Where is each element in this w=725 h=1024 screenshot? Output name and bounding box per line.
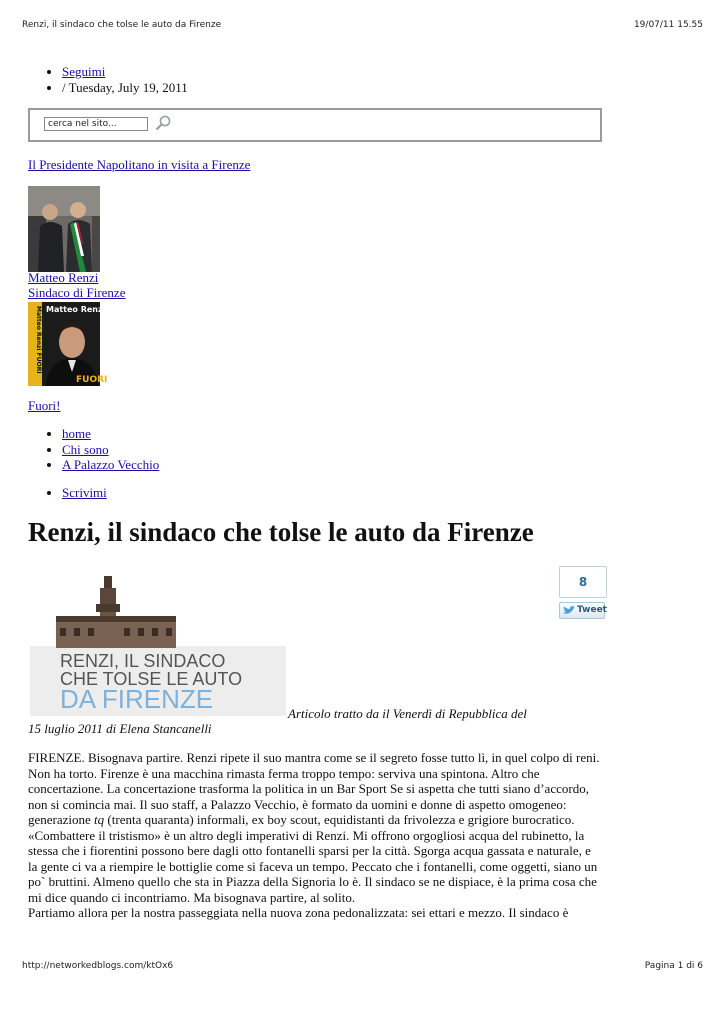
print-footer-page: Pagina 1 di 6 — [644, 961, 703, 971]
follow-link[interactable]: Seguimi — [62, 64, 106, 79]
nav-item-palazzo — [62, 457, 159, 473]
book-link[interactable]: Fuori! — [28, 398, 61, 413]
article-paragraph-1 — [28, 750, 602, 905]
banner-line-1: RENZI, IL SINDACO — [60, 651, 226, 671]
top-list-item-follow — [62, 64, 188, 80]
nav-link-scrivimi[interactable]: Scrivimi — [62, 485, 107, 500]
tweet-label: Tweet — [577, 605, 607, 615]
article-caption-part1: Articolo tratto da il Venerdì di Repubblica del — [288, 706, 527, 721]
article-banner-image — [30, 572, 286, 716]
nav-link-chi-sono[interactable]: Chi sono — [62, 441, 109, 457]
paragraph-1-text-a: FIRENZE. Bisognava partire. Renzi ripete il suo mantra come se il segreto fosse tutto lì, in quel colpo di reni. Non ha torto. Firenze è una macchina rimasta ferma troppo tempo: serviva una spintona. Altro che concertazione. La concertazione trasforma la politica in un Bar Sport Se si aspetta che tutti siano d’accordo, non si comincia mai. Il suo staff, a Palazzo Vecchio, è formato da uomini e donne di aspetto omogeneo: generazione — [28, 750, 600, 827]
president-visit-link[interactable]: Il Presidente Napolitano in visita a Firenze — [28, 157, 251, 172]
share-count-box[interactable] — [559, 566, 607, 598]
search-box — [28, 108, 602, 142]
top-list-item-date — [62, 80, 188, 96]
nav-link-palazzo-vecchio[interactable]: A Palazzo Vecchio — [62, 457, 160, 472]
article-title: Renzi, il sindaco che tolse le auto da Firenze — [28, 517, 534, 547]
contact-menu — [62, 485, 107, 501]
mayor-link-line1[interactable]: Matteo Renzi — [28, 270, 99, 285]
date-text: / Tuesday, July 19, 2011 — [62, 79, 188, 95]
twitter-bird-icon — [563, 606, 575, 621]
print-header — [22, 20, 703, 30]
book-cover-image[interactable] — [28, 302, 108, 386]
search-icon[interactable] — [154, 114, 172, 132]
nav-item-home — [62, 426, 159, 442]
print-footer — [22, 961, 703, 971]
article-caption-part2: 15 luglio 2011 di Elena Stancanelli — [28, 721, 212, 736]
tweet-button[interactable] — [559, 602, 605, 619]
mayor-link-line2[interactable]: Sindaco di Firenze — [28, 285, 126, 300]
napolitano-visit-photo[interactable] — [28, 186, 100, 272]
share-count: 8 — [578, 575, 588, 589]
print-footer-url: http://networkedblogs.com/ktOx6 — [22, 961, 174, 971]
search-input[interactable] — [44, 117, 148, 131]
book-title-text: FUORI — [76, 375, 108, 385]
article-paragraph-2: Partiamo allora per la nostra passeggiata nella nuova zona pedonalizzata: sei ettari e mezzo. Il sindaco è — [28, 905, 569, 920]
nav-menu — [62, 426, 159, 473]
nav-item-contact — [62, 485, 107, 501]
nav-item-about — [62, 442, 159, 458]
nav-link-home[interactable]: home — [62, 426, 91, 441]
banner-line-2: CHE TOLSE LE AUTO — [60, 669, 243, 689]
book-spine-text: Matteo Renzi FUORI — [35, 306, 42, 374]
book-author-text: Matteo Renzi — [46, 305, 106, 314]
top-list — [62, 64, 188, 95]
print-header-datetime: 19/07/11 15.55 — [633, 20, 703, 30]
paragraph-1-italic: tq — [94, 812, 105, 827]
banner-line-3: DA FIRENZE — [60, 684, 214, 714]
print-header-title: Renzi, il sindaco che tolse le auto da Firenze — [22, 20, 222, 30]
article-body — [28, 750, 602, 921]
paragraph-1-text-b: (trenta quaranta) informali, ex boy scout, equidistanti da frivolezza e grigiore burocratico. «Combattere il tristismo» è un altro degli imperativi di Renzi. Mi offrono orgogliosi acqua del rubinetto, la stessa che i fiorentini possono bere dagli otto fontanelli sparsi per la città. Sgorga acqua gassata e naturale, e la gente ci va a riempire le bottiglie come si faceva un tempo. Peccato che i fontanelli, come oggetti, siano un po` bruttini. Almeno quello che sta in Piazza della Signoria lo è. Il sindaco se ne dispiace, è la prima cosa che mi dice quando ci incontriamo. Ma bisognava partire, al solito. — [28, 812, 598, 905]
